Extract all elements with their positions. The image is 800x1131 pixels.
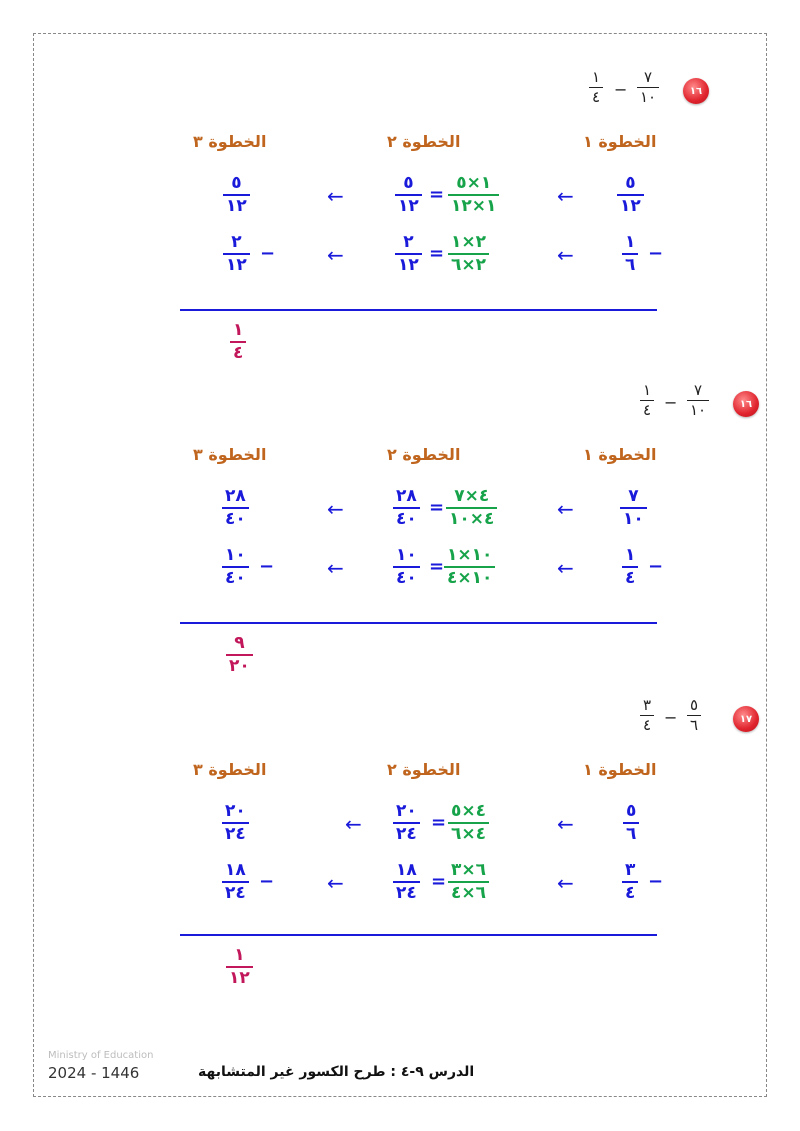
header-fraction-right: ٥ ٦: [687, 698, 701, 733]
step-3-label: الخطوة ٣: [193, 132, 267, 151]
step1-fraction: ٥ ١٢: [617, 175, 644, 215]
minus-sign: −: [259, 871, 275, 892]
step3-fraction: ٢٠ ٢٤: [222, 803, 249, 843]
result-fraction: ١ ١٢: [226, 947, 253, 987]
step-3-label: الخطوة ٣: [193, 445, 267, 464]
step-2-label: الخطوة ٢: [387, 445, 461, 464]
step2-equivalent-fraction: ٢ ١٢: [395, 234, 422, 274]
result-fraction: ٩ ٢٠: [226, 635, 253, 675]
step2-equivalent-fraction: ٢٨ ٤٠: [393, 488, 420, 528]
step2-equivalent-fraction: ٢٠ ٢٤: [393, 803, 420, 843]
header-minus: −: [664, 393, 678, 412]
step1-fraction: ٥ ٦: [623, 803, 639, 843]
sum-line: [180, 934, 657, 936]
header-fraction-left: ٣ ٤: [640, 698, 654, 733]
arrow-icon: ←: [557, 556, 574, 580]
step2-multiplier-fraction: ٦×٣ ٦×٤: [448, 862, 489, 902]
minus-sign: −: [648, 243, 664, 264]
step1-fraction: ٧ ١٠: [620, 488, 647, 528]
lesson-title: الدرس ٩-٤ : طرح الكسور غير المتشابهة: [198, 1064, 475, 1080]
problem-2: [0, 381, 800, 685]
problem-1: [0, 70, 800, 370]
step-1-label: الخطوة ١: [583, 132, 657, 151]
equals-sign: =: [429, 184, 445, 205]
step2-multiplier-fraction: ٢×١ ٢×٦: [448, 234, 489, 274]
step1-fraction: ١ ٦: [622, 234, 638, 274]
arrow-icon: ←: [345, 812, 362, 836]
sum-line: [180, 309, 657, 311]
arrow-icon: ←: [557, 184, 574, 208]
header-minus: −: [614, 80, 628, 99]
step2-equivalent-fraction: ١٠ ٤٠: [393, 547, 420, 587]
minus-sign: −: [648, 556, 664, 577]
step2-multiplier-fraction: ١٠×١ ١٠×٤: [444, 547, 495, 587]
equals-sign: =: [431, 871, 447, 892]
sum-line: [180, 622, 657, 624]
step2-equivalent-fraction: ٥ ١٢: [395, 175, 422, 215]
page-footer: [48, 1050, 475, 1100]
header-fraction-right: ٧ ١٠: [637, 70, 659, 105]
step-3-label: الخطوة ٣: [193, 760, 267, 779]
step-1-label: الخطوة ١: [583, 445, 657, 464]
step2-multiplier-fraction: ١×٥ ١×١٢: [448, 175, 499, 215]
arrow-icon: ←: [327, 556, 344, 580]
equals-sign: =: [431, 812, 447, 833]
problem-number-badge: ١٦: [733, 391, 759, 417]
step3-fraction: ١٨ ٢٤: [222, 862, 249, 902]
step3-fraction: ١٠ ٤٠: [222, 547, 249, 587]
problem-number-badge: ١٦: [683, 78, 709, 104]
arrow-icon: ←: [557, 243, 574, 267]
arrow-icon: ←: [327, 243, 344, 267]
problem-3: [0, 696, 800, 1000]
equals-sign: =: [429, 556, 445, 577]
minus-sign: −: [648, 871, 664, 892]
step1-fraction: ٣ ٤: [622, 862, 638, 902]
arrow-icon: ←: [557, 497, 574, 521]
step2-multiplier-fraction: ٤×٧ ٤×١٠: [446, 488, 497, 528]
ministry-watermark: Ministry of Education: [48, 1050, 154, 1061]
equals-sign: =: [429, 497, 445, 518]
minus-sign: −: [260, 243, 276, 264]
equals-sign: =: [429, 243, 445, 264]
step-2-label: الخطوة ٢: [387, 760, 461, 779]
step3-fraction: ٢ ١٢: [223, 234, 250, 274]
step3-fraction: ٢٨ ٤٠: [222, 488, 249, 528]
minus-sign: −: [259, 556, 275, 577]
header-fraction-left: ١ ٤: [589, 70, 603, 105]
edition-year: 2024 - 1446: [48, 1064, 140, 1082]
step2-equivalent-fraction: ١٨ ٢٤: [393, 862, 420, 902]
step3-fraction: ٥ ١٢: [223, 175, 250, 215]
header-fraction-left: ١ ٤: [640, 383, 654, 418]
header-minus: −: [664, 708, 678, 727]
arrow-icon: ←: [327, 871, 344, 895]
step2-multiplier-fraction: ٤×٥ ٤×٦: [448, 803, 489, 843]
step1-fraction: ١ ٤: [622, 547, 638, 587]
step-1-label: الخطوة ١: [583, 760, 657, 779]
arrow-icon: ←: [557, 812, 574, 836]
step-2-label: الخطوة ٢: [387, 132, 461, 151]
header-fraction-right: ٧ ١٠: [687, 383, 709, 418]
arrow-icon: ←: [327, 497, 344, 521]
arrow-icon: ←: [327, 184, 344, 208]
problem-number-badge: ١٧: [733, 706, 759, 732]
result-fraction: ١ ٤: [230, 322, 246, 362]
arrow-icon: ←: [557, 871, 574, 895]
